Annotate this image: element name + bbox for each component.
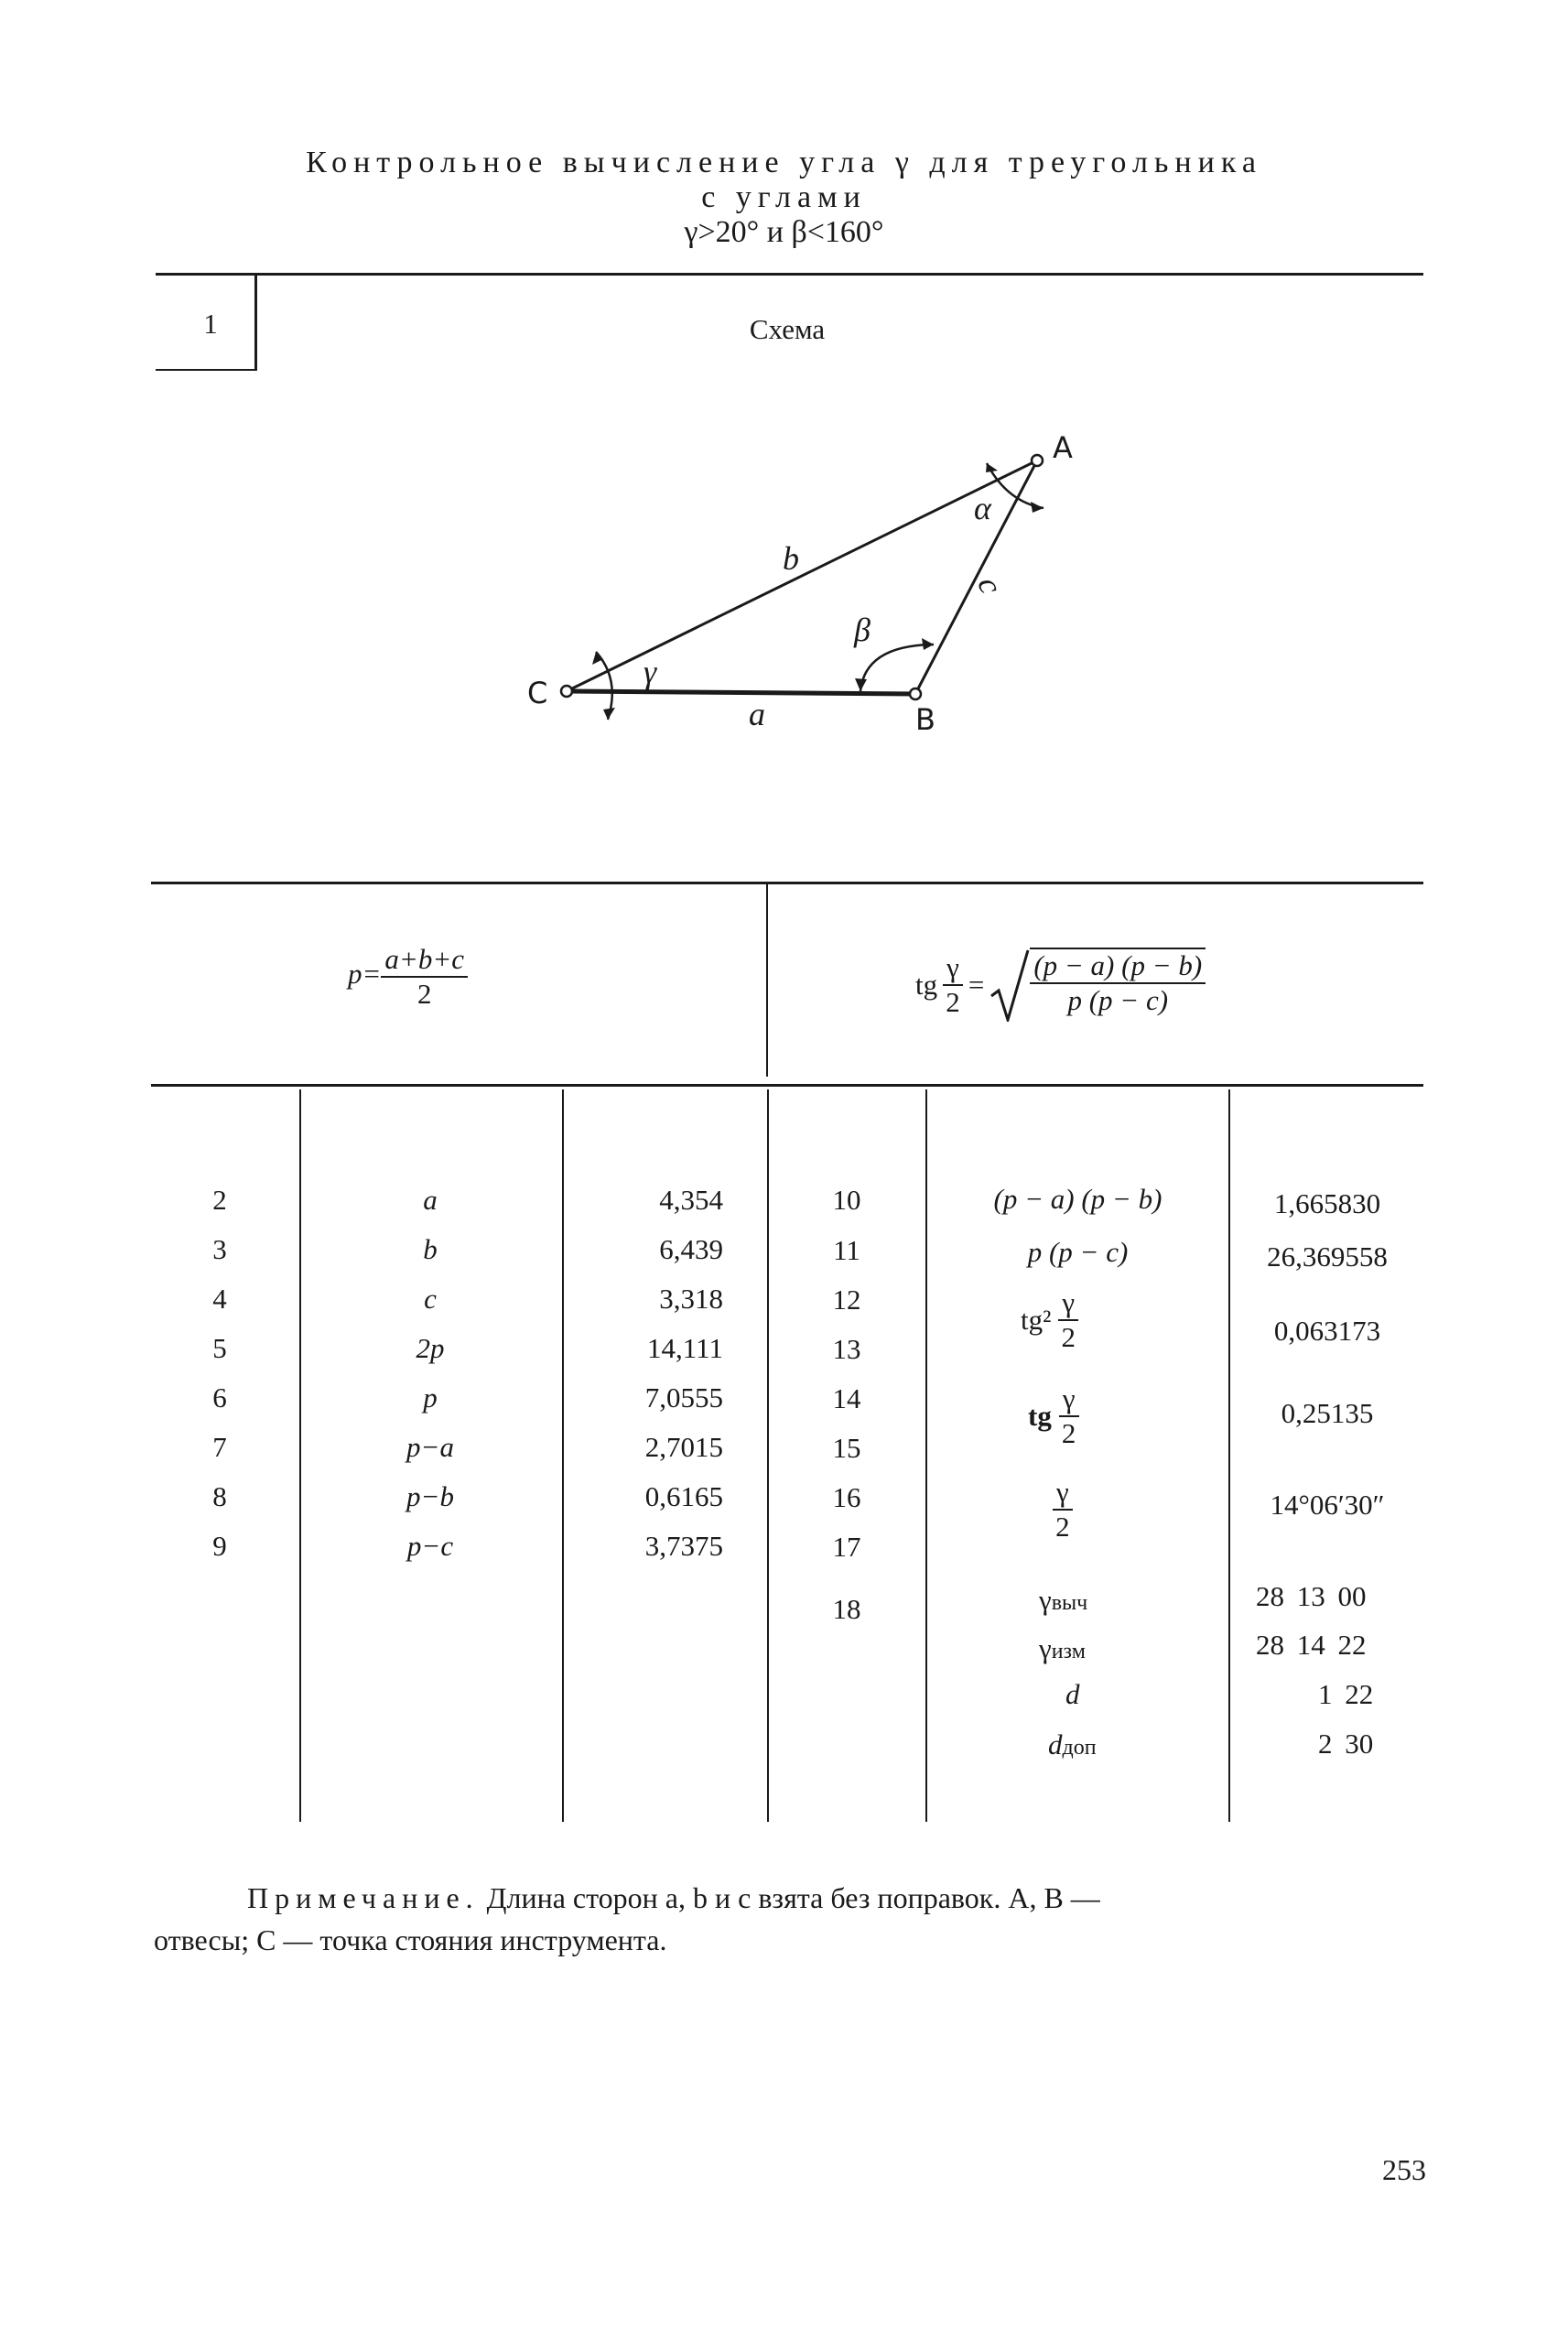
formula-divider	[766, 884, 768, 1077]
right-row-number: 18	[832, 1593, 861, 1625]
row12-value: 0,063173	[1273, 1315, 1381, 1347]
table-rule-5	[1228, 1089, 1230, 1822]
alpha-arrow-right	[1031, 502, 1044, 513]
title-line-3: γ>20° и β<160°	[684, 215, 884, 249]
row11-value: 26,369558	[1267, 1240, 1388, 1273]
alpha-label: α	[974, 490, 991, 526]
d-allow-sub: доп	[1062, 1736, 1097, 1760]
side-a-label: a	[749, 696, 765, 732]
side-b-line	[567, 460, 1037, 691]
vertex-c-point	[561, 686, 572, 697]
alpha-arrow-top	[986, 463, 998, 472]
gamma-arrow-top	[592, 652, 603, 665]
left-row-value: 6,439	[659, 1233, 723, 1265]
row14-value: 0,25135	[1281, 1397, 1374, 1429]
beta-label: β	[854, 612, 871, 648]
formula-tg-eq: =	[968, 969, 985, 1001]
formula-tg-lhs: tg	[915, 969, 938, 1001]
right-row-number: 15	[832, 1432, 861, 1464]
row10-value: 1,665830	[1273, 1187, 1381, 1219]
left-row-value: 3,318	[659, 1283, 723, 1315]
gamma-meas-value: 28 14 22	[1256, 1629, 1367, 1661]
note-line-1	[247, 1881, 1100, 1915]
vertex-a-label: A	[1053, 430, 1073, 465]
formula-tg-numerator: (p − a) (p − b)	[1030, 949, 1206, 984]
left-row-number: 6	[212, 1381, 227, 1414]
note-line-2: отвесы; C — точка стояния инструмента.	[154, 1923, 667, 1956]
section-label: Схема	[749, 313, 826, 345]
formula-tg-half-den: 2	[946, 986, 960, 1018]
right-row-number: 13	[832, 1333, 861, 1365]
formula-tg	[915, 948, 1206, 1022]
row16-label	[1053, 1476, 1073, 1544]
left-row-value: 4,354	[659, 1184, 723, 1216]
row12-label	[1021, 1286, 1078, 1354]
d-allow-value: 2 30	[1318, 1728, 1374, 1760]
row16-num: γ	[1053, 1476, 1073, 1511]
page-number: 253	[1382, 2153, 1426, 2186]
vertex-b-point	[910, 688, 921, 699]
side-b-label: b	[783, 540, 799, 577]
formula-p-numerator: a+b+c	[381, 943, 468, 978]
side-c-label: c	[970, 571, 1011, 599]
right-row-number: 11	[833, 1234, 860, 1266]
section-number: 1	[203, 308, 218, 340]
gamma-calc-label	[1039, 1584, 1087, 1619]
note-text-1: Длина сторон a, b и c взята без поправок. A, B —	[486, 1881, 1100, 1914]
gamma-meas-sub: изм	[1051, 1640, 1086, 1663]
gamma-meas-label	[1039, 1632, 1086, 1668]
left-row-value: 2,7015	[644, 1431, 723, 1463]
vertex-c-label: C	[527, 676, 548, 710]
left-row-number: 5	[212, 1332, 227, 1364]
title-line-1: Контрольное вычисление угла γ для треугольника	[306, 146, 1262, 179]
left-row-number: 8	[212, 1480, 227, 1512]
table-rule-3	[767, 1089, 769, 1822]
beta-arc	[860, 645, 934, 691]
row14-num: γ	[1059, 1382, 1079, 1417]
left-row-number: 3	[212, 1233, 227, 1265]
triangle-diagram	[0, 0, 1568, 824]
right-row-number: 16	[832, 1481, 861, 1513]
row12-num: γ	[1058, 1286, 1078, 1321]
formula-tg-denominator: p (p − c)	[1067, 984, 1169, 1016]
d-value: 1 22	[1318, 1678, 1374, 1710]
formula-tg-half-num: γ	[943, 951, 963, 986]
gamma-calc-sym: γ	[1039, 1584, 1052, 1616]
vertex-b-label: B	[915, 702, 935, 737]
right-row-number: 10	[832, 1184, 861, 1216]
formula-p-denominator: 2	[416, 978, 432, 1010]
formula-p-lhs: p=	[348, 958, 382, 991]
left-row-label: p−a	[406, 1431, 454, 1463]
d-allow-sym: d	[1048, 1728, 1063, 1760]
row14-prefix: tg	[1028, 1400, 1052, 1432]
left-row-number: 9	[212, 1530, 227, 1562]
d-label: d	[1065, 1678, 1080, 1710]
formula-top-rule	[151, 882, 1423, 884]
row16-den: 2	[1055, 1511, 1070, 1543]
left-row-number: 4	[212, 1283, 227, 1315]
right-row-number: 17	[832, 1531, 861, 1563]
note-head: Примечание.	[247, 1881, 480, 1914]
row12-prefix: tg²	[1021, 1304, 1052, 1336]
gamma-meas-sym: γ	[1039, 1632, 1052, 1664]
formula-bottom-rule	[151, 1084, 1423, 1087]
row14-label	[1028, 1382, 1079, 1450]
vertex-a-point	[1032, 455, 1043, 466]
row10-label: (p − a) (p − b)	[993, 1183, 1162, 1215]
beta-arrow-bottom	[855, 678, 867, 691]
left-row-label: a	[423, 1184, 438, 1216]
left-row-value: 14,111	[647, 1332, 723, 1364]
row11-label: p (p − c)	[1027, 1236, 1129, 1268]
d-allow-label	[1048, 1728, 1097, 1764]
gamma-calc-sub: выч	[1051, 1591, 1088, 1615]
table-rule-1	[299, 1089, 301, 1822]
row12-den: 2	[1061, 1321, 1076, 1353]
left-row-number: 7	[212, 1431, 227, 1463]
left-row-value: 7,0555	[644, 1381, 723, 1414]
table-rule-4	[925, 1089, 927, 1822]
left-row-label: p−b	[406, 1480, 454, 1512]
beta-arrow-right	[922, 638, 934, 650]
left-row-label: 2p	[416, 1332, 445, 1364]
row14-den: 2	[1061, 1417, 1076, 1449]
table-rule-2	[562, 1089, 564, 1822]
left-row-label: c	[424, 1283, 437, 1315]
left-row-number: 2	[212, 1184, 227, 1216]
left-row-label: b	[423, 1233, 438, 1265]
gamma-label: γ	[643, 654, 657, 690]
row16-value: 14°06′30″	[1270, 1489, 1385, 1521]
formula-p	[348, 943, 468, 1011]
left-row-value: 0,6165	[644, 1480, 723, 1512]
right-row-number: 12	[832, 1284, 861, 1316]
left-row-value: 3,7375	[644, 1530, 723, 1562]
left-row-label: p−c	[406, 1530, 454, 1562]
title-line-2: с углами	[701, 180, 867, 214]
side-a-line	[567, 691, 915, 694]
right-row-number: 14	[832, 1382, 861, 1414]
left-row-label: p	[423, 1381, 438, 1414]
gamma-calc-value: 28 13 00	[1256, 1580, 1367, 1612]
sqrt-sign-icon	[989, 948, 1030, 1022]
